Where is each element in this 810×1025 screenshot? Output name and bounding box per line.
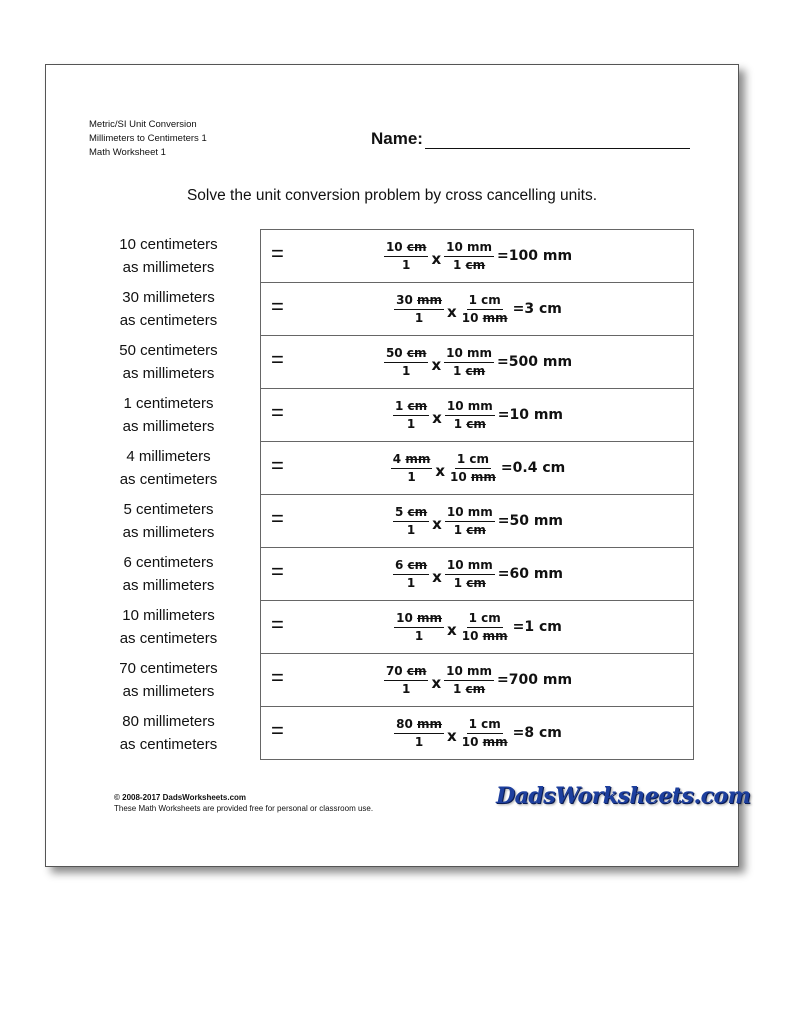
equals-sign: = xyxy=(271,400,284,425)
factor-denominator: 1 cm xyxy=(453,416,486,431)
name-field xyxy=(371,129,690,149)
factor-denominator: 10 mm xyxy=(461,734,508,749)
factor-denominator: 1 cm xyxy=(453,575,486,590)
answer-row xyxy=(261,654,693,707)
answer-row xyxy=(261,336,693,389)
question-amount: 1 centimeters xyxy=(123,395,214,412)
question-text xyxy=(96,233,241,279)
cancelled-unit: cm xyxy=(466,522,486,537)
answer-row xyxy=(261,548,693,601)
question-target-unit: as millimeters xyxy=(122,365,215,382)
cancelled-unit: cm xyxy=(465,257,486,272)
conversion-expression xyxy=(382,345,572,380)
question-amount: 70 centimeters xyxy=(119,660,218,677)
answer-row xyxy=(261,389,693,442)
question-text xyxy=(96,604,241,650)
cancelled-unit: mm xyxy=(482,310,508,325)
factor-numerator: 1 cm xyxy=(467,716,503,734)
question-target-unit: as millimeters xyxy=(122,259,215,276)
conversion-factor xyxy=(458,292,512,327)
conversion-expression xyxy=(392,716,562,751)
given-fraction xyxy=(391,504,431,539)
factor-denominator: 10 mm xyxy=(461,628,508,643)
factor-denominator: 10 mm xyxy=(461,310,508,325)
given-fraction xyxy=(391,557,431,592)
given-fraction xyxy=(391,398,431,433)
factor-numerator: 10 mm xyxy=(445,557,495,575)
factor-denominator: 10 mm xyxy=(450,469,496,484)
answer-row xyxy=(261,601,693,654)
conversion-factor xyxy=(443,398,497,433)
given-fraction xyxy=(392,610,446,645)
given-denominator: 1 xyxy=(402,363,411,378)
answer-result: =8 cm xyxy=(512,725,562,741)
given-fraction xyxy=(382,345,431,380)
answer-row xyxy=(261,442,693,495)
question xyxy=(96,600,286,652)
cancelled-unit: mm xyxy=(482,628,508,643)
worksheet-meta xyxy=(89,118,207,160)
question xyxy=(96,335,286,387)
question xyxy=(96,441,286,493)
question-amount: 6 centimeters xyxy=(123,554,214,571)
cancelled-unit: cm xyxy=(407,557,428,572)
given-fraction xyxy=(382,663,431,698)
question xyxy=(96,494,286,546)
factor-denominator: 1 cm xyxy=(453,257,486,272)
factor-numerator: 10 mm xyxy=(445,504,495,522)
cancelled-unit: mm xyxy=(482,734,508,749)
cancelled-unit: mm xyxy=(417,292,443,307)
given-fraction xyxy=(389,451,435,486)
question xyxy=(96,388,286,440)
question-target-unit: as millimeters xyxy=(122,683,215,700)
factor-numerator: 10 mm xyxy=(444,239,494,257)
answer-row xyxy=(261,707,693,760)
given-numerator: 4 mm xyxy=(391,451,433,469)
question-target-unit: as centimeters xyxy=(119,471,218,488)
equals-sign: = xyxy=(271,718,284,743)
multiply-sign: x xyxy=(431,250,442,268)
cancelled-unit: cm xyxy=(406,239,427,254)
multiply-sign: x xyxy=(447,303,457,321)
cancelled-unit: cm xyxy=(466,575,486,590)
meta-category: Metric/SI Unit Conversion xyxy=(89,119,197,130)
name-line xyxy=(425,130,690,149)
conversion-expression xyxy=(392,292,562,327)
question xyxy=(96,706,286,758)
cancelled-unit: mm xyxy=(417,610,443,625)
instructions: Solve the unit conversion problem by cross cancelling units. xyxy=(186,187,598,204)
answer-row xyxy=(261,495,693,548)
multiply-sign: x xyxy=(447,621,457,639)
factor-denominator: 1 cm xyxy=(453,363,486,378)
given-fraction xyxy=(392,292,446,327)
conversion-factor xyxy=(442,239,496,274)
factor-denominator: 1 cm xyxy=(453,522,486,537)
cancelled-unit: mm xyxy=(470,469,496,484)
factor-numerator: 1 cm xyxy=(467,610,503,628)
conversion-factor xyxy=(446,451,500,486)
question xyxy=(96,282,286,334)
meta-topic: Millimeters to Centimeters 1 xyxy=(89,133,207,144)
worksheet-page xyxy=(45,64,751,867)
usage-note: These Math Worksheets are provided free for personal or classroom use. xyxy=(114,804,374,813)
given-numerator: 70 cm xyxy=(384,663,429,681)
conversion-expression xyxy=(392,610,562,645)
equals-sign: = xyxy=(271,241,284,266)
given-denominator: 1 xyxy=(406,522,416,537)
question-amount: 80 millimeters xyxy=(122,713,215,730)
multiply-sign: x xyxy=(432,515,442,533)
equals-sign: = xyxy=(271,347,284,372)
multiply-sign: x xyxy=(432,409,442,427)
factor-numerator: 10 mm xyxy=(444,345,494,363)
equals-sign: = xyxy=(271,665,284,690)
question-target-unit: as centimeters xyxy=(119,312,218,329)
question-target-unit: as millimeters xyxy=(122,524,215,541)
given-fraction xyxy=(392,716,446,751)
name-label: Name: xyxy=(371,129,423,148)
answer-result: =0.4 cm xyxy=(500,460,566,476)
question xyxy=(96,229,286,281)
multiply-sign: x xyxy=(431,356,442,374)
factor-numerator: 10 mm xyxy=(445,398,495,416)
answer-row xyxy=(261,230,693,283)
question-text xyxy=(96,392,241,438)
cancelled-unit: cm xyxy=(407,504,428,519)
given-denominator: 1 xyxy=(414,310,424,325)
question-text xyxy=(96,710,241,756)
given-denominator: 1 xyxy=(414,734,424,749)
equals-sign: = xyxy=(271,453,284,478)
equals-sign: = xyxy=(271,294,284,319)
multiply-sign: x xyxy=(432,568,442,586)
given-denominator: 1 xyxy=(406,575,416,590)
question-text xyxy=(96,498,241,544)
equals-sign: = xyxy=(271,612,284,637)
conversion-expression xyxy=(391,504,563,539)
cancelled-unit: cm xyxy=(466,416,486,431)
conversion-expression xyxy=(391,398,563,433)
conversion-factor xyxy=(442,663,496,698)
question-amount: 10 millimeters xyxy=(122,607,215,624)
question-target-unit: as millimeters xyxy=(122,577,215,594)
given-numerator: 10 cm xyxy=(384,239,429,257)
question-text xyxy=(96,286,241,332)
given-fraction xyxy=(382,239,431,274)
conversion-expression xyxy=(382,663,572,698)
question-text xyxy=(96,551,241,597)
answer-result: =60 mm xyxy=(497,566,563,582)
question-amount: 4 millimeters xyxy=(126,448,211,465)
footer xyxy=(114,792,373,814)
question xyxy=(96,547,286,599)
given-numerator: 80 mm xyxy=(394,716,444,734)
multiply-sign: x xyxy=(435,462,446,480)
copyright: © 2008-2017 DadsWorksheets.com xyxy=(114,793,247,802)
question-target-unit: as centimeters xyxy=(119,630,218,647)
cancelled-unit: cm xyxy=(465,363,486,378)
conversion-factor xyxy=(442,345,496,380)
question-target-unit: as centimeters xyxy=(119,736,218,753)
conversion-expression xyxy=(391,557,563,592)
factor-numerator: 1 cm xyxy=(467,292,503,310)
given-numerator: 30 mm xyxy=(394,292,444,310)
answer-result: =500 mm xyxy=(497,354,573,370)
given-denominator: 1 xyxy=(407,469,416,484)
cancelled-unit: cm xyxy=(407,398,428,413)
cancelled-unit: mm xyxy=(405,451,431,466)
question-text xyxy=(96,339,241,385)
cancelled-unit: cm xyxy=(465,681,486,696)
given-numerator: 10 mm xyxy=(394,610,444,628)
given-denominator: 1 xyxy=(402,681,411,696)
answer-row xyxy=(261,283,693,336)
given-numerator: 6 cm xyxy=(393,557,429,575)
answer-result: =700 mm xyxy=(497,672,573,688)
conversion-factor xyxy=(443,504,497,539)
answer-result: =3 cm xyxy=(512,301,562,317)
answer-result: =1 cm xyxy=(512,619,562,635)
question-target-unit: as millimeters xyxy=(122,418,215,435)
question-text xyxy=(96,657,241,703)
equals-sign: = xyxy=(271,559,284,584)
conversion-expression xyxy=(389,451,565,486)
factor-numerator: 1 cm xyxy=(455,451,491,469)
question-amount: 5 centimeters xyxy=(123,501,214,518)
given-numerator: 5 cm xyxy=(393,504,429,522)
equals-sign: = xyxy=(271,506,284,531)
conversion-factor xyxy=(458,610,512,645)
given-denominator: 1 xyxy=(406,416,416,431)
conversion-factor xyxy=(443,557,497,592)
question-amount: 10 centimeters xyxy=(119,236,218,253)
dadsworksheets-logo: DadsWorksheets.com xyxy=(496,783,751,809)
conversion-expression xyxy=(382,239,572,274)
given-denominator: 1 xyxy=(402,257,411,272)
answer-result: =50 mm xyxy=(497,513,563,529)
answer-grid xyxy=(260,229,694,760)
factor-numerator: 10 mm xyxy=(444,663,494,681)
question xyxy=(96,653,286,705)
cancelled-unit: cm xyxy=(406,345,427,360)
question-amount: 30 millimeters xyxy=(122,289,215,306)
cancelled-unit: mm xyxy=(417,716,443,731)
given-denominator: 1 xyxy=(414,628,424,643)
given-numerator: 50 cm xyxy=(384,345,429,363)
answer-result: =10 mm xyxy=(497,407,563,423)
cancelled-unit: cm xyxy=(406,663,427,678)
answer-result: =100 mm xyxy=(497,248,573,264)
conversion-factor xyxy=(458,716,512,751)
question-text xyxy=(96,445,241,491)
factor-denominator: 1 cm xyxy=(453,681,486,696)
question-amount: 50 centimeters xyxy=(119,342,218,359)
multiply-sign: x xyxy=(431,674,442,692)
meta-worksheet: Math Worksheet 1 xyxy=(89,147,166,158)
multiply-sign: x xyxy=(447,727,457,745)
given-numerator: 1 cm xyxy=(393,398,429,416)
